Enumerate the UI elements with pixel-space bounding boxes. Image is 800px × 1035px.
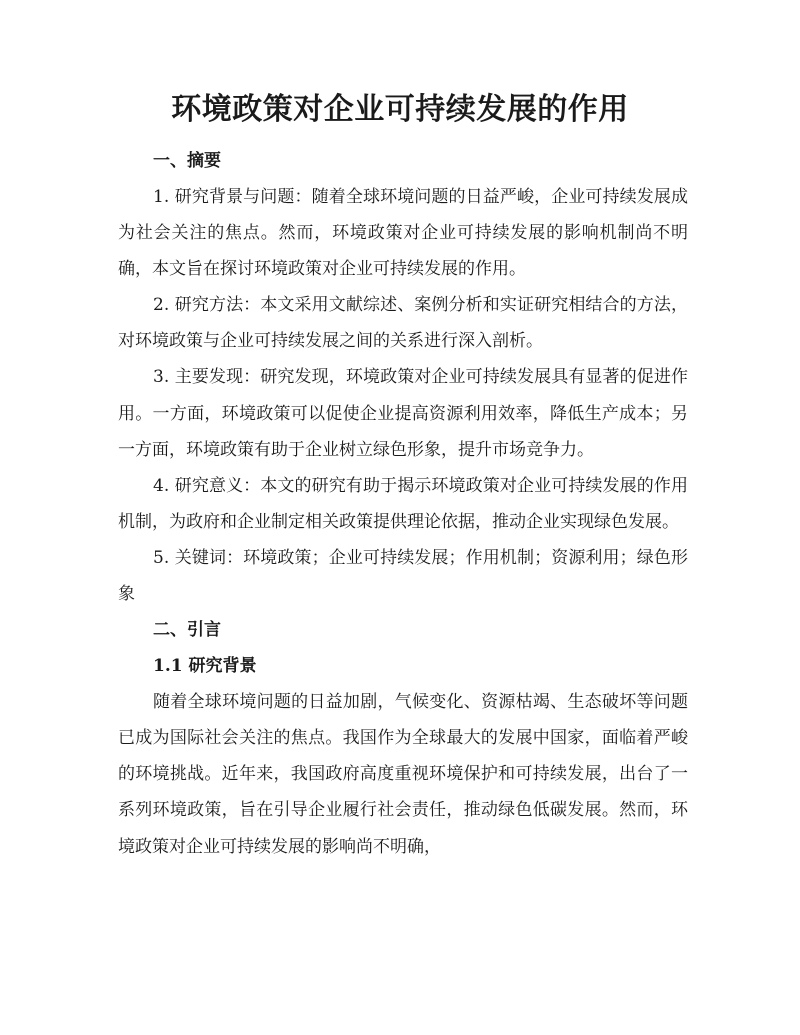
document-body xyxy=(118,143,688,865)
intro-subheading: 1.1 研究背景 xyxy=(153,656,257,677)
intro-paragraph: 随着全球环境问题的日益加剧，气候变化、资源枯竭、生态破坏等问题已成为国际社会关注的焦点。我国作为全球最大的发展中国家，面临着严峻的环境挑战。近年来，我国政府高度重视环境保护和可持续发展，出台了一系列环境政策，旨在引导企业履行社会责任，推动绿色低碳发展。然而，环境政策对企业可持续发展的影响尚不明确， xyxy=(118,692,688,857)
abstract-item-background: 1. 研究背景与问题：随着全球环境问题的日益严峻，企业可持续发展成为社会关注的焦点。然而，环境政策对企业可持续发展的影响机制尚不明确，本文旨在探讨环境政策对企业可持续发展的作用。 xyxy=(118,187,688,280)
intro-heading: 二、引言 xyxy=(153,620,221,641)
abstract-item-significance: 4. 研究意义：本文的研究有助于揭示环境政策对企业可持续发展的作用机制，为政府和企业制定相关政策提供理论依据，推动企业实现绿色发展。 xyxy=(118,475,688,532)
document-title: 环境政策对企业可持续发展的作用 xyxy=(171,92,629,127)
abstract-heading: 一、摘要 xyxy=(153,151,221,171)
abstract-item-findings: 3. 主要发现：研究发现，环境政策对企业可持续发展具有显著的促进作用。一方面，环境政策可以促使企业提高资源利用效率，降低生产成本；另一方面，环境政策有助于企业树立绿色形象，提升市场竞争力。 xyxy=(118,367,688,460)
abstract-item-method: 2. 研究方法：本文采用文献综述、案例分析和实证研究相结合的方法，对环境政策与企业可持续发展之间的关系进行深入剖析。 xyxy=(118,295,688,352)
abstract-item-keywords: 5. 关键词：环境政策；企业可持续发展；作用机制；资源利用；绿色形象 xyxy=(118,547,688,605)
